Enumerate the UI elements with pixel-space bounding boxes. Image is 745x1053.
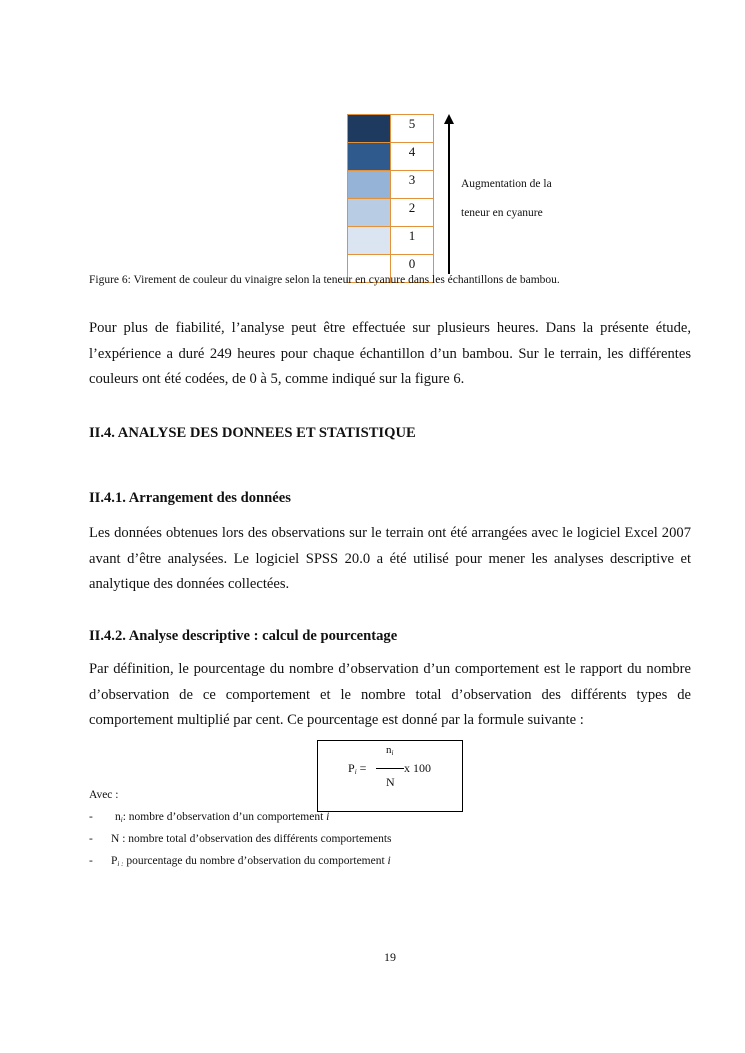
section-heading: II.4. ANALYSE DES DONNEES ET STATISTIQUE <box>89 425 416 441</box>
subsection-heading-descriptive: II.4.2. Analyse descriptive : calcul de pourcentage <box>89 628 398 644</box>
color-swatch <box>348 199 391 227</box>
definition-variable: i <box>387 855 391 867</box>
color-swatch <box>348 143 391 171</box>
definition-symbol: N <box>111 833 120 845</box>
color-swatch <box>348 227 391 255</box>
definition-item <box>89 833 392 846</box>
page-number: 19 <box>384 950 396 964</box>
definition-symbol: n <box>115 811 121 823</box>
definition-text: : nombre total d’observation des différents comportements <box>119 833 392 845</box>
scale-row <box>348 171 434 199</box>
formula-denominator: N <box>386 775 395 789</box>
definition-item <box>89 811 329 824</box>
definition-text: : nombre d’observation d’un comportement <box>122 811 327 823</box>
list-dash: - <box>89 833 93 845</box>
definition-symbol: P <box>111 855 118 867</box>
scale-row <box>348 199 434 227</box>
arrow-label-line2: teneur en cyanure <box>461 207 543 219</box>
fraction-bar <box>376 768 404 769</box>
scale-row <box>348 115 434 143</box>
scale-level: 2 <box>391 199 434 227</box>
definition-subscript: i <box>120 816 123 824</box>
list-dash: - <box>89 811 93 823</box>
figure-caption: Figure 6: Virement de couleur du vinaigre selon la teneur en cyanure dans les échantillons de bambou. <box>89 274 560 286</box>
definitions-intro: Avec : <box>89 789 119 801</box>
formula-numerator: $n_i$ <box>386 744 394 757</box>
color-swatch <box>348 115 391 143</box>
definition-variable: i <box>326 811 330 823</box>
scale-level: 3 <box>391 171 434 199</box>
paragraph-arrangement: Les données obtenues lors des observations sur le terrain ont été arrangées avec le logiciel Excel 2007 avant d’être analysées. Le logiciel SPSS 20.0 a été utilisé pour mener les analyses descriptive et analytique des données collectées. <box>89 525 691 592</box>
scale-row <box>348 227 434 255</box>
formula-box <box>317 740 463 812</box>
arrow-label-line1: Augmentation de la <box>461 178 552 190</box>
scale-level: 4 <box>391 143 434 171</box>
formula-multiplier: x 100 <box>404 761 431 775</box>
scale-level: 5 <box>391 115 434 143</box>
definition-item <box>89 855 391 868</box>
subsection-heading-arrangement: II.4.1. Arrangement des données <box>89 490 291 506</box>
paragraph-reliability: Pour plus de fiabilité, l’analyse peut être effectuée sur plusieurs heures. Dans la présente étude, l’expérience a duré 249 heures pour chaque échantillon d’un bambou. Sur le terrain, les différentes couleurs ont été codées, de 0 à 5, comme indiqué sur la figure 6. <box>89 320 691 387</box>
increase-arrow-shaft <box>448 122 450 274</box>
paragraph-descriptive: Par définition, le pourcentage du nombre d’observation d’un comportement est le rapport du nombre d’observation de ce comportement et le nombre total d’observation des différents types de comportement multiplié par cent. Ce pourcentage est donné par la formule suivante : <box>89 661 691 728</box>
color-swatch <box>348 171 391 199</box>
definition-text: pourcentage du nombre d’observation du comportement <box>123 855 388 867</box>
scale-level: 1 <box>391 227 434 255</box>
list-dash: - <box>89 855 93 867</box>
scale-level: 0 <box>391 255 434 283</box>
definition-subscript: i : <box>117 860 124 868</box>
formula-lhs: $P_i$ = <box>348 761 367 776</box>
color-scale-table <box>347 114 434 283</box>
scale-row <box>348 143 434 171</box>
